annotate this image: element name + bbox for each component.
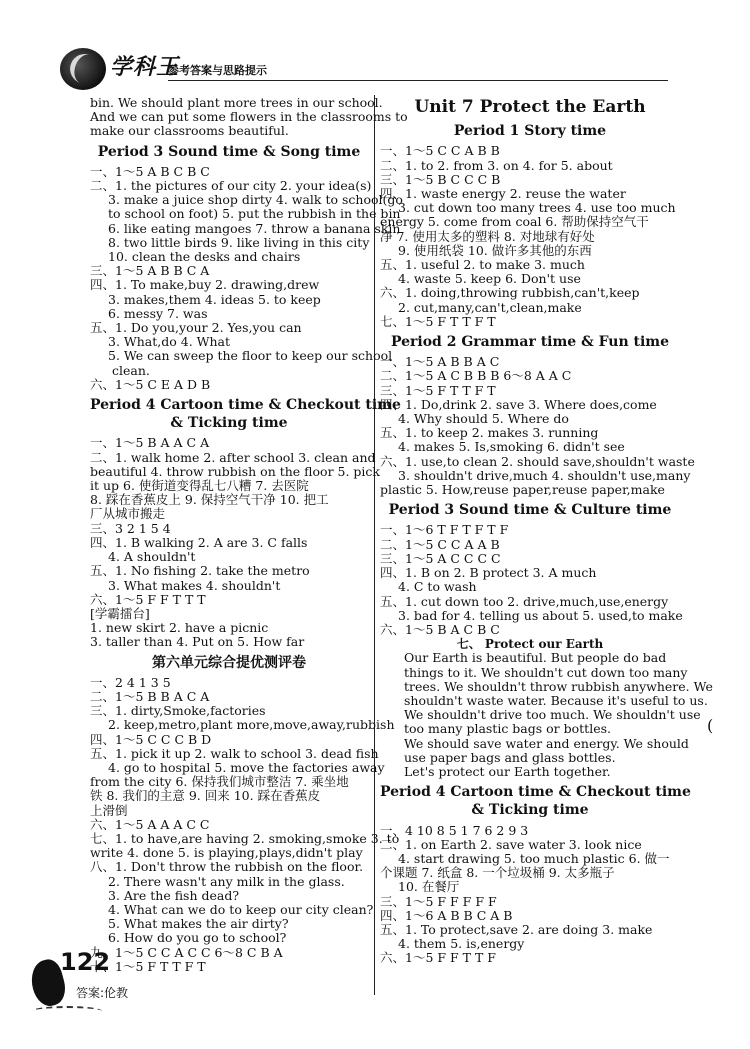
answer-line: clean. <box>112 362 150 378</box>
page-footer <box>32 948 132 1018</box>
answer-line: 3. Are the fish dead? <box>108 887 240 903</box>
answer-line: 五、1. To protect,save 2. are doing 3. make <box>380 921 653 937</box>
answer-line: 五、1. pick it up 2. walk to school 3. dead fish <box>90 745 379 761</box>
answer-line: 一、1～5 C C A B B <box>380 143 500 159</box>
answer-line: 四、1～6 A B B C A B <box>380 907 513 923</box>
answer-line: 3. What makes 4. shouldn't <box>108 577 281 593</box>
answer-line: 三、1～5 F F F F F <box>380 893 497 909</box>
answer-line: 10. 在餐厅 <box>398 879 460 895</box>
answer-line: 四、1. waste energy 2. reuse the water <box>380 186 626 202</box>
answer-line: bin. We should plant more trees in our school. <box>90 95 383 110</box>
answer-line: 六、1. doing,throwing rubbish,can't,keep <box>380 285 640 301</box>
answer-line: 三、1～5 B C C C B <box>380 171 501 187</box>
section-heading: 第六单元综合提优测评卷 <box>152 654 306 671</box>
section-heading: 七、 Protect our Earth <box>456 637 604 652</box>
right-column <box>380 96 713 966</box>
left-column <box>90 95 408 974</box>
answer-line: use paper bags and glass bottles. <box>404 749 616 765</box>
answer-line: 2. cut,many,can't,clean,make <box>398 299 582 315</box>
answer-line: 五、1. No fishing 2. take the metro <box>90 563 310 579</box>
answer-line: beautiful 4. throw rubbish on the floor 5. pick <box>90 463 380 479</box>
answer-line: 七、1～5 F T T F T <box>380 313 496 329</box>
page-header <box>60 48 680 94</box>
answer-line: 3. cut down too many trees 4. use too much <box>398 200 676 216</box>
answer-line: 3. taller than 4. Put on 5. How far <box>90 634 305 650</box>
answer-line: things to it. We shouldn't cut down too many <box>404 664 688 680</box>
section-heading: Period 3 Sound time & Culture time <box>388 502 672 519</box>
answer-line: 二、1. the pictures of our city 2. your idea(s) <box>90 178 372 194</box>
answer-line: 一、2 4 1 3 5 <box>90 674 171 690</box>
answer-line: 四、1. B on 2. B protect 3. A much <box>380 565 597 581</box>
answer-line: 七、1. to have,are having 2. smoking,smoke 3. to <box>90 830 400 846</box>
answer-line: 三、1～5 A C C C C <box>380 550 501 566</box>
answer-line: 2. keep,metro,plant more,move,away,rubbish <box>108 717 395 733</box>
answer-line: 二、1～5 C C A A B <box>380 536 500 552</box>
answer-line: 一、1～5 A B C B C <box>90 163 210 179</box>
answer-line: 4. makes 5. Is,smoking 6. didn't see <box>398 439 625 455</box>
answer-line: 三、1. dirty,Smoke,factories <box>90 703 266 719</box>
answer-line: 五、1. Do you,your 2. Yes,you can <box>90 320 302 336</box>
answer-line: 三、3 2 1 5 4 <box>90 520 171 536</box>
answer-line: 4. A shouldn't <box>108 549 196 565</box>
answer-line: 十、1～5 F T T F T <box>90 958 206 974</box>
answer-line: 九、1～5 C C A C C 6～8 C B A <box>90 944 283 960</box>
answer-line: 4. What can we do to keep our city clean? <box>108 901 374 917</box>
answer-line: 一、1～5 A B B A C <box>380 354 500 370</box>
answer-line: 一、1～5 B A A C A <box>90 435 210 451</box>
answer-line: 六、1. use,to clean 2. should save,shouldn't waste <box>380 453 695 469</box>
answer-line: 4. start drawing 5. too much plastic 6. 做一 <box>398 850 670 866</box>
answer-line: it up 6. 使街道变得乱七八糟 7. 去医院 <box>90 478 309 494</box>
answer-line: energy 5. come from coal 6. 帮助保持空气干 <box>380 214 649 230</box>
answer-line: shouldn't waste water. Because it's useful to us. <box>404 692 708 708</box>
answer-line: 四、1～5 C C C B D <box>90 731 212 747</box>
answer-line: 二、1. to 2. from 3. on 4. for 5. about <box>380 157 613 173</box>
answer-line: 10. clean the desks and chairs <box>108 249 301 265</box>
margin-mark: ( <box>707 716 714 735</box>
answer-line: write 4. done 5. is playing,plays,didn't play <box>90 845 363 861</box>
answer-line: trees. We shouldn't throw rubbish anywhere. We <box>404 678 713 694</box>
answer-line: [学霸擂台] <box>90 605 150 621</box>
answer-line: Our Earth is beautiful. But people do bad <box>404 650 667 666</box>
answer-line: 一、1～6 T F T F T F <box>380 522 509 538</box>
answer-line: 3. make a juice shop dirty 4. walk to school(go <box>108 192 403 208</box>
answer-line: 六、1～5 C E A D B <box>90 376 211 392</box>
answer-line: We shouldn't drive too much. We shouldn't use <box>404 707 701 723</box>
answer-line: 五、1. to keep 2. makes 3. running <box>380 425 599 441</box>
answer-line: 六、1～5 F F T T T <box>90 591 206 607</box>
answer-line: 上滑倒 <box>90 802 128 818</box>
answer-line: 6. How do you go to school? <box>108 930 287 946</box>
wave-decoration <box>32 1006 102 1016</box>
answer-line: 9. 使用纸袋 10. 做许多其他的东西 <box>398 242 592 258</box>
page-number: 122 <box>60 948 111 976</box>
answer-line: 四、1. To make,buy 2. drawing,drew <box>90 277 320 293</box>
answer-line: 3. What,do 4. What <box>108 334 231 350</box>
answer-line: 4. Why should 5. Where do <box>398 411 569 427</box>
answer-line: 1. new skirt 2. have a picnic <box>90 620 269 636</box>
answer-line: 3. bad for 4. telling us about 5. used,to make <box>398 607 683 623</box>
answer-line: 八、1. Don't throw the rubbish on the floor. <box>90 859 364 875</box>
header-rule <box>168 80 668 81</box>
answer-line: 6. messy 7. was <box>108 305 208 321</box>
answer-line: 四、1. Do,drink 2. save 3. Where does,come <box>380 396 657 412</box>
answer-line: 8. two little birds 9. like living in this city <box>108 234 370 250</box>
answer-line: 5. What makes the air dirty? <box>108 916 289 932</box>
answer-line: 铁 8. 我们的主意 9. 回来 10. 踩在香蕉皮 <box>90 788 321 804</box>
answer-line: And we can put some flowers in the classrooms to <box>90 109 408 125</box>
section-heading: Period 4 Cartoon time & Checkout time <box>90 397 401 414</box>
section-heading: Period 4 Cartoon time & Checkout time <box>380 784 691 801</box>
answer-line: 一、4 10 8 5 1 7 6 2 9 3 <box>380 822 529 838</box>
answer-line: 3. shouldn't drive,much 4. shouldn't use,many <box>398 467 691 483</box>
section-heading: Unit 7 Protect the Earth <box>414 97 646 117</box>
answer-line: 四、1. B walking 2. A are 3. C falls <box>90 534 308 550</box>
answer-line: 二、1. walk home 2. after school 3. clean and <box>90 449 376 465</box>
answer-line: 4. waste 5. keep 6. Don't use <box>398 271 581 287</box>
answer-line: 六、1～5 B A C B C <box>380 621 500 637</box>
header-tagline: 参考答案与思路提示 <box>168 64 267 77</box>
answer-line: 个课题 7. 纸盒 8. 一个垃圾桶 9. 太多瓶子 <box>380 865 615 881</box>
section-heading: Period 2 Grammar time & Fun time <box>390 334 670 351</box>
answer-line: 6. like eating mangoes 7. throw a banana skin <box>108 220 401 236</box>
section-heading: Period 1 Story time <box>453 123 607 140</box>
logo-icon <box>60 48 106 90</box>
answer-line: 二、1～5 A C B B B 6～8 A A C <box>380 368 572 384</box>
answer-line: 5. We can sweep the floor to keep our school <box>108 348 393 364</box>
answer-line: 4. C to wash <box>398 579 477 595</box>
answer-line: 三、1～5 F T T F T <box>380 382 496 398</box>
answer-line: to school on foot) 5. put the rubbish in the bin <box>108 206 401 222</box>
answer-line: 净 7. 使用太多的塑料 8. 对地球有好处 <box>380 228 595 244</box>
answer-line: 8. 踩在香蕉皮上 9. 保持空气干净 10. 把工 <box>90 492 329 508</box>
answer-line: 4. them 5. is,energy <box>398 936 525 952</box>
answer-line: 六、1～5 F F T T F <box>380 950 496 966</box>
answer-line: 二、1. on Earth 2. save water 3. look nice <box>380 836 642 852</box>
answer-line: from the city 6. 保持我们城市整洁 7. 乘坐地 <box>90 774 349 790</box>
answer-line: 五、1. cut down too 2. drive,much,use,energy <box>380 593 669 609</box>
answer-line: 二、1～5 B B A C A <box>90 688 210 704</box>
answer-line: make our classrooms beautiful. <box>90 123 289 139</box>
answer-line: too many plastic bags or bottles. <box>404 721 611 737</box>
answer-line: 六、1～5 A A A C C <box>90 816 210 832</box>
answer-line: 4. go to hospital 5. move the factories away <box>108 759 385 775</box>
answer-label: 答案:伦教 <box>76 986 129 1000</box>
answer-line: 2. There wasn't any milk in the glass. <box>108 873 345 889</box>
brand-name: 学科王 <box>110 54 180 80</box>
answer-line: 厂从城市搬走 <box>90 506 166 522</box>
answer-line: 3. makes,them 4. ideas 5. to keep <box>108 291 321 307</box>
section-heading: & Ticking time <box>471 802 589 819</box>
answer-line: 五、1. useful 2. to make 3. much <box>380 257 585 273</box>
answer-line: plastic 5. How,reuse paper,reuse paper,make <box>380 482 665 498</box>
answer-line: 三、1～5 A B B C A <box>90 263 210 279</box>
section-heading: & Ticking time <box>170 415 288 432</box>
answer-line: We should save water and energy. We should <box>404 735 689 751</box>
section-heading: Period 3 Sound time & Song time <box>97 143 361 160</box>
answer-line: Let's protect our Earth together. <box>404 763 611 779</box>
